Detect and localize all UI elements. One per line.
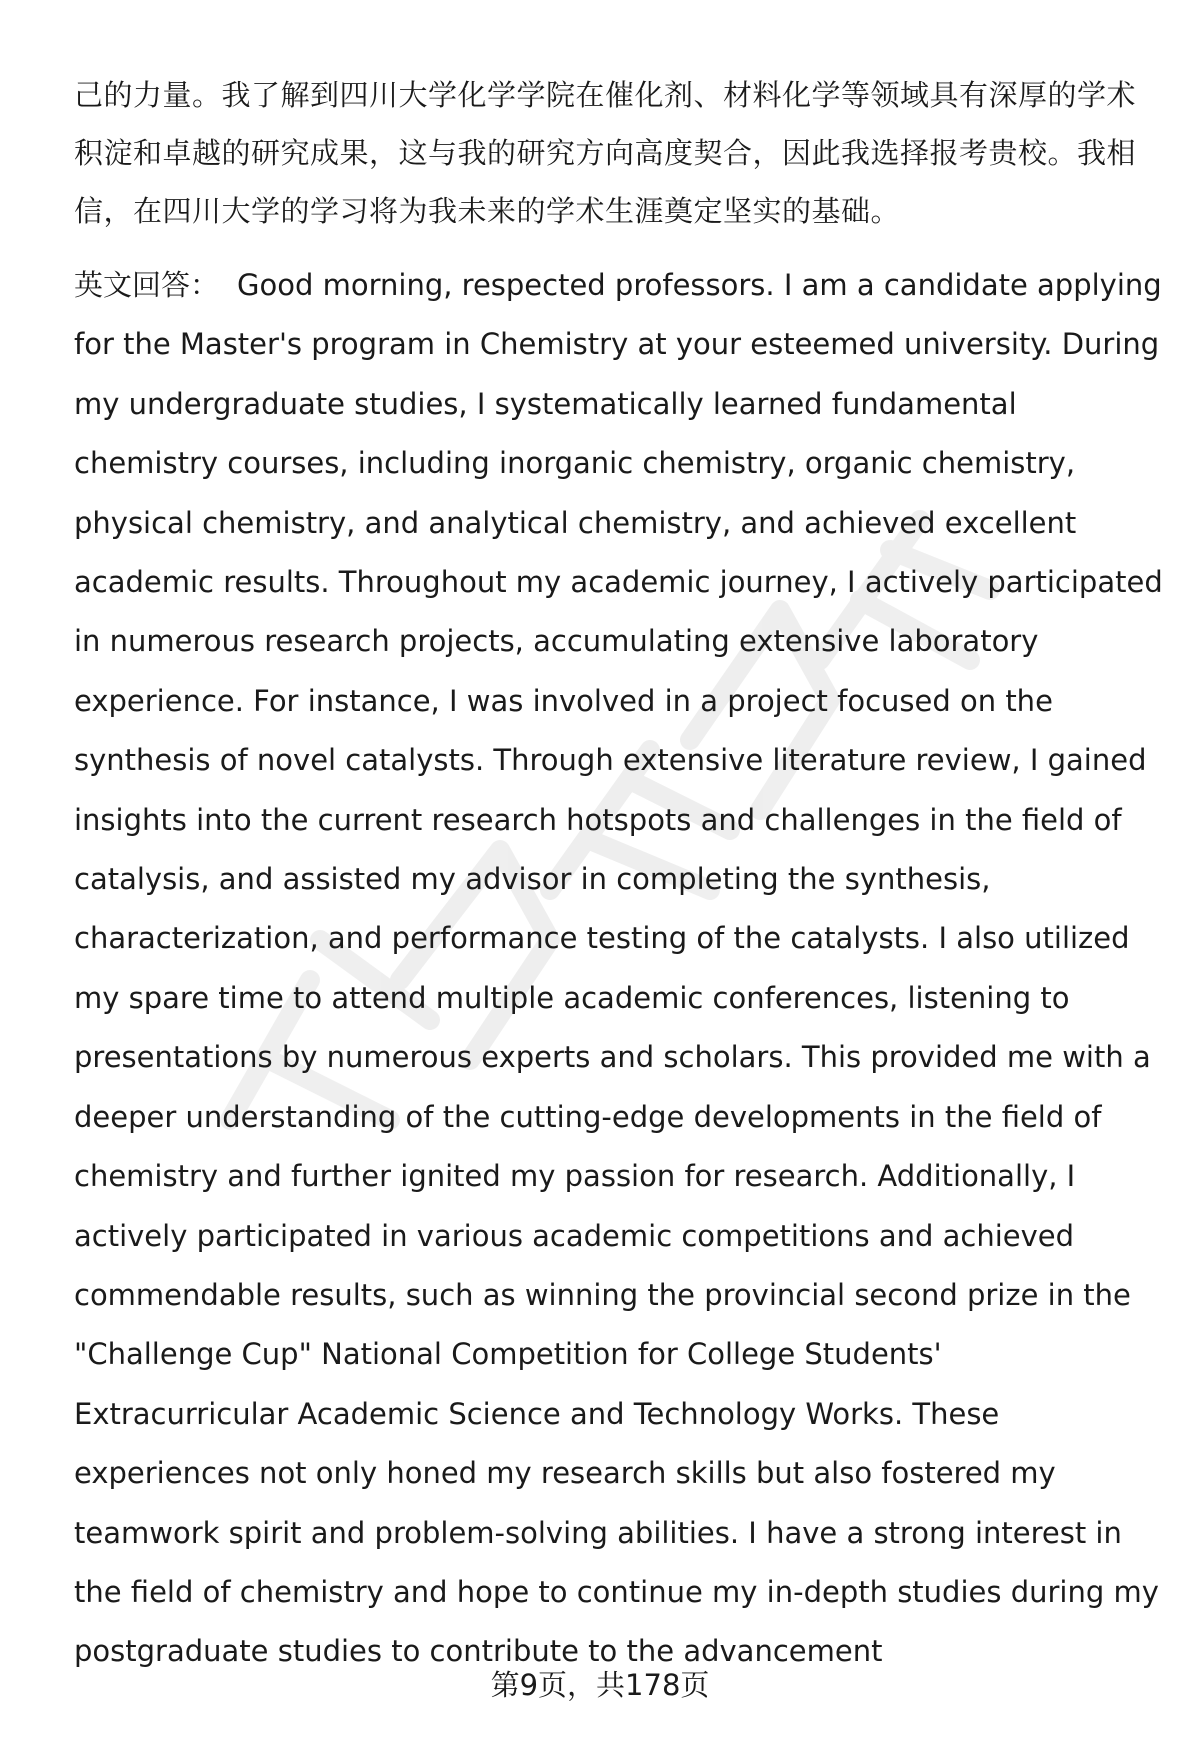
intro-paragraph: 己的力量。我了解到四川大学化学学院在催化剂、材料化学等领域具有深厚的学术积淀和卓越的研究成果，这与我的研究方向高度契合，因此我选择报考贵校。我相信，在四川大学的学习将为我未来的学术生涯奠定坚实的基础。 — [74, 78, 1137, 228]
english-answer-text: Good morning, respected professors. I am a candidate applying for the Master's program in Chemistry at your esteemed university. During my undergraduate studies, I systematically learned fundamental chemistry courses, including inorganic chemistry, organic chemistry, physical chemistry, and analytical chemistry, and achieved excellent academic results. Throughout my academic journey, I actively participated in numerous research projects, accumulating extensive laboratory experience. For instance, I was involved in a project focused on the synthesis of novel catalysts. Through extensive literature review, I gained insights into the current research hotspots and challenges in the field of catalysis, and assisted my advisor in completing the synthesis, characterization, and performance testing of the catalysts. I also utilized my spare time to attend multiple academic conferences, listening to presentations by numerous experts and scholars. This provided me with a deeper understanding of the cutting-edge developments in the field of chemistry and further ignited my passion for research. Additionally, I actively participated in various academic competitions and achieved commendable results, such as winning the provincial second prize in the "Challenge Cup" National Competition for College Students' Extracurricular Academic Science and Technology Works. These experiences not only honed my research skills but also fostered my teamwork spirit and problem-solving abilities. I have a strong interest in the field of chemistry and hope to continue my in-depth studies during my postgraduate studies to contribute to the advancement — [74, 268, 1163, 1669]
page-footer: 第9页，共178页 — [490, 1668, 710, 1702]
english-answer-label: 英文回答： — [74, 268, 220, 302]
english-answer-paragraph — [74, 256, 1164, 1682]
document-body — [74, 66, 1163, 1682]
